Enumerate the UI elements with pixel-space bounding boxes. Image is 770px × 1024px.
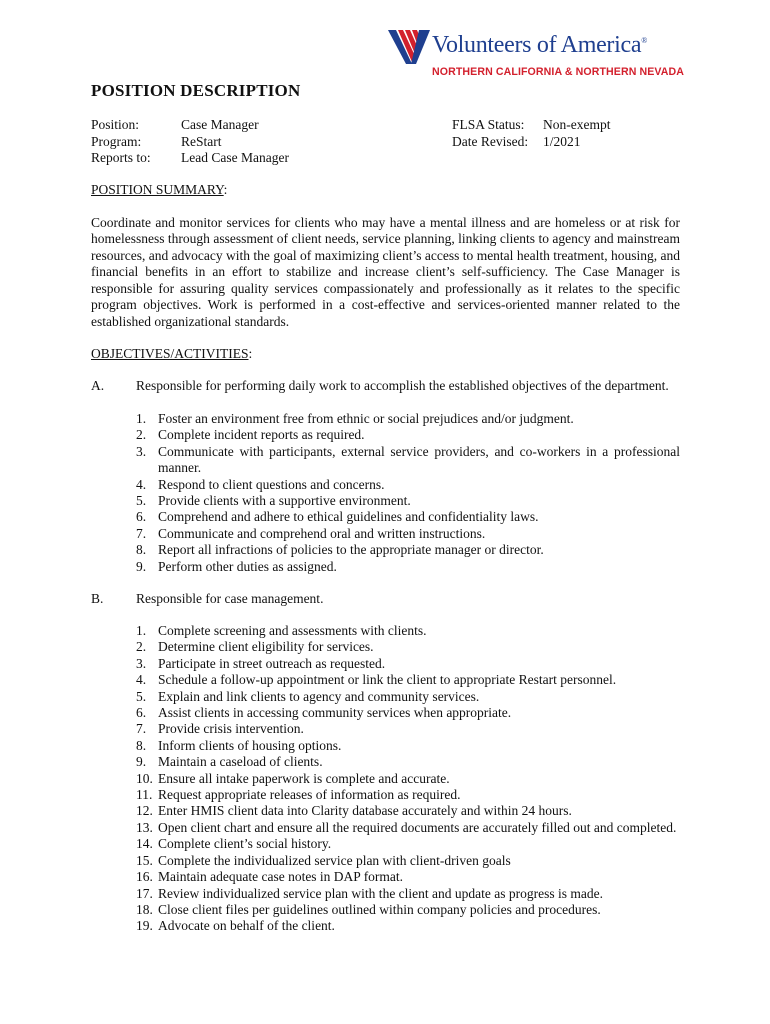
meta-value: Lead Case Manager [181, 150, 289, 165]
list-item: 1. Complete screening and assessments with clients. [136, 623, 427, 638]
section-title: Responsible for case management. [136, 591, 324, 606]
position-meta [91, 117, 289, 167]
list-item: 16. Maintain adequate case notes in DAP format. [136, 869, 404, 885]
list-item: 17. Review individualized service plan with the client and update as progress is made. [136, 885, 603, 901]
logo-subtitle: NORTHERN CALIFORNIA & NORTHERN NEVADA [432, 66, 685, 78]
logo [388, 28, 688, 84]
list-item: 2. Determine client eligibility for services. [136, 639, 374, 655]
meta-value: Case Manager [181, 117, 259, 132]
status-meta [452, 117, 610, 150]
meta-value: 1/2021 [543, 133, 581, 149]
list-item: 7. Communicate and comprehend oral and written instructions. [136, 525, 486, 541]
meta-row-date-revised [452, 134, 610, 151]
list-item: 8. Report all infractions of policies to the appropriate manager or director. [136, 542, 544, 558]
meta-label: Position: [91, 117, 140, 132]
objectives-heading: OBJECTIVES/ACTIVITIES: [91, 346, 253, 361]
section-b-list [136, 623, 680, 935]
meta-label: FLSA Status: [452, 117, 525, 132]
list-item: 15. Complete the individualized service plan with client-driven goals [136, 852, 511, 868]
list-item: 3. Communicate with participants, external service providers, and co-workers in a professional manner. [136, 443, 680, 476]
list-item: 5. Explain and link clients to agency and community services. [136, 688, 480, 704]
list-item: 5. Provide clients with a supportive environment. [136, 493, 411, 509]
list-item: 6. Comprehend and adhere to ethical guidelines and confidentiality laws. [136, 509, 539, 525]
list-item: 18. Close client files per guidelines outlined within company policies and procedures. [136, 901, 601, 917]
logo-name: Volunteers of America® [432, 32, 647, 58]
section-letter: A. [91, 378, 105, 393]
meta-label: Date Revised: [452, 133, 529, 149]
meta-row-position [91, 117, 289, 134]
section-letter: B. [91, 591, 104, 606]
meta-row-program [91, 134, 289, 151]
list-item: 4. Respond to client questions and concerns. [136, 476, 385, 492]
meta-label: Program: [91, 133, 142, 149]
section-title: Responsible for performing daily work to accomplish the established objectives of the department. [136, 378, 669, 393]
meta-value: ReStart [181, 133, 222, 149]
list-item: 4. Schedule a follow-up appointment or link the client to appropriate Restart personnel. [136, 672, 617, 688]
summary-text: Coordinate and monitor services for clients who may have a mental illness and are homeless or at risk for homelessness through assessment of client needs, service planning, linking clients to agency and mainstream resources, and advocacy with the goal of maximizing client’s access to mental health treatment, housing, and financial benefits in an effort to stabilize and increase client’s self-sufficiency. The Case Manager is responsible for assuring quality services compassionately and professionally as it relates to the specific program objectives. Work is performed in a cost-effective and services-oriented manner related to the established organizational standards. [91, 215, 680, 329]
meta-value: Non-exempt [543, 117, 611, 132]
list-item: 3. Participate in street outreach as requested. [136, 655, 386, 671]
list-item: 11. Request appropriate releases of information as required. [136, 787, 461, 803]
list-item: 13. Open client chart and ensure all the required documents are accurately filled out and completed. [136, 819, 677, 835]
summary-heading: POSITION SUMMARY: [91, 182, 228, 197]
logo-mark-icon [388, 28, 432, 68]
section-a-list [136, 411, 680, 575]
list-item: 8. Inform clients of housing options. [136, 737, 342, 753]
meta-row-flsa [452, 117, 610, 134]
list-item: 6. Assist clients in accessing community services when appropriate. [136, 705, 512, 721]
meta-label: Reports to: [91, 150, 151, 165]
list-item: 9. Perform other duties as assigned. [136, 558, 337, 574]
section-a-heading [91, 378, 669, 394]
list-item: 12. Enter HMIS client data into Clarity database accurately and within 24 hours. [136, 803, 572, 819]
meta-row-reports-to [91, 150, 289, 167]
list-item: 1. Foster an environment free from ethnic or social prejudices and/or judgment. [136, 411, 574, 426]
list-item: 7. Provide crisis intervention. [136, 721, 304, 737]
list-item: 19. Advocate on behalf of the client. [136, 918, 335, 934]
list-item: 10. Ensure all intake paperwork is complete and accurate. [136, 770, 450, 786]
list-item: 14. Complete client’s social history. [136, 836, 332, 852]
list-item: 9. Maintain a caseload of clients. [136, 754, 323, 770]
list-item: 2. Complete incident reports as required. [136, 427, 365, 443]
section-b-heading [91, 591, 323, 607]
page-title: POSITION DESCRIPTION [91, 81, 301, 100]
